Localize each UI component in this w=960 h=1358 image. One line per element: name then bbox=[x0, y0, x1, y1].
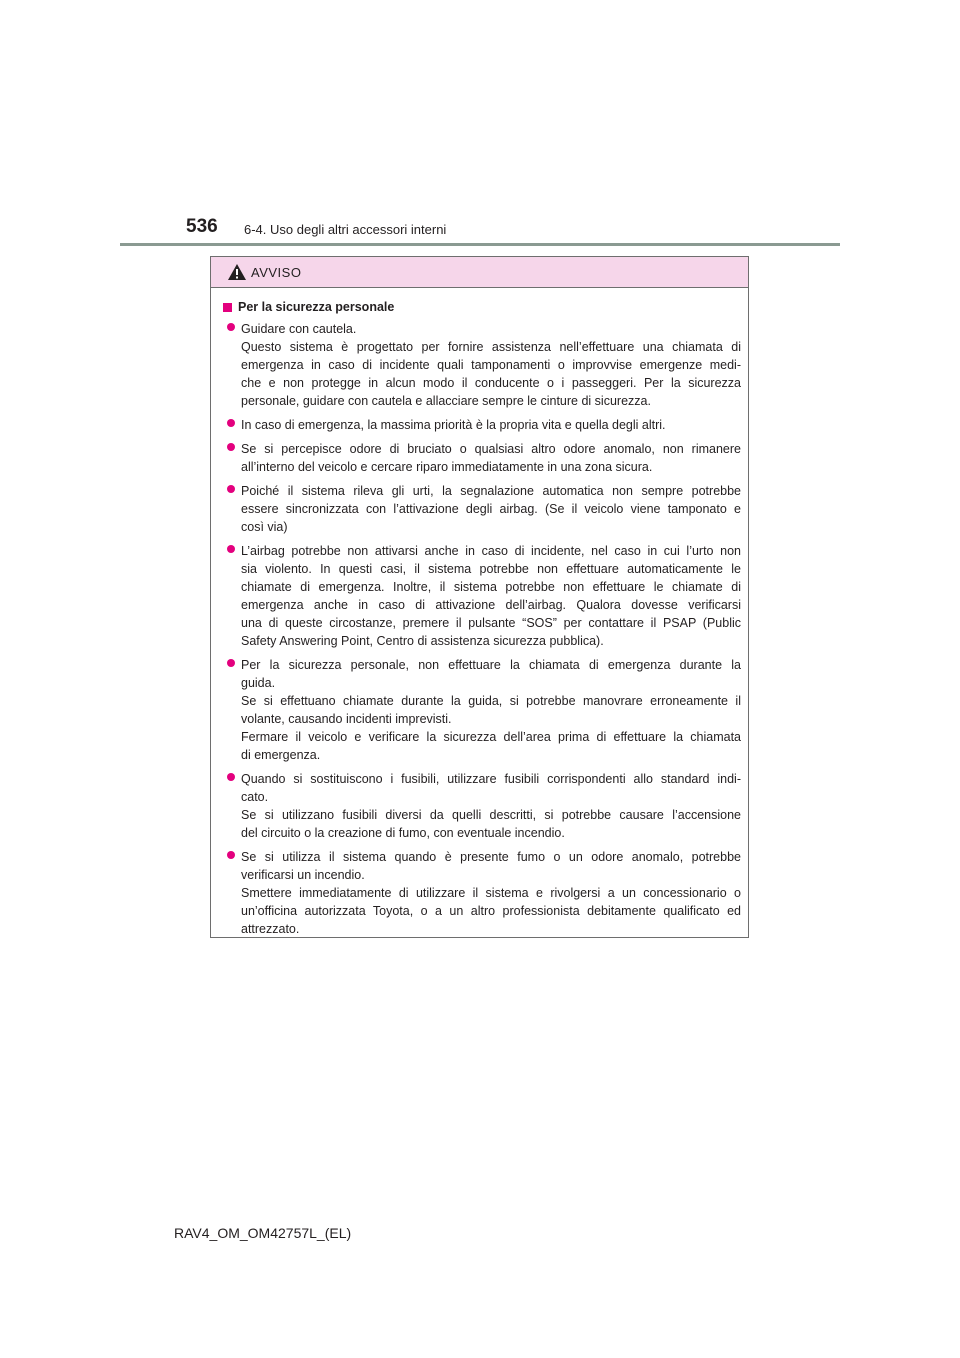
warning-item bbox=[223, 848, 741, 938]
warning-box bbox=[210, 256, 749, 938]
warning-item-text bbox=[241, 482, 741, 536]
warning-item-text bbox=[241, 848, 741, 938]
warning-item-text bbox=[241, 440, 741, 476]
bullet-dot-icon bbox=[227, 851, 235, 859]
square-bullet-icon bbox=[223, 303, 232, 312]
section-title: 6-4. Uso degli altri accessori interni bbox=[244, 222, 447, 237]
text-line: essere sincronizzata con l’attivazione degli airbag. (Se il veicolo viene tamponato e bbox=[241, 502, 741, 516]
text-line: Se si utilizza il sistema quando è presente fumo o un odore anomalo, potrebbe bbox=[241, 850, 741, 864]
text-line: di emergenza. bbox=[241, 748, 321, 762]
text-line: Fermare il veicolo e verificare la sicurezza dell’area prima di effettuare la chiamata bbox=[241, 730, 741, 744]
bullet-dot-icon bbox=[227, 443, 235, 451]
warning-item-text bbox=[241, 770, 741, 842]
warning-item bbox=[223, 482, 741, 536]
warning-item-text bbox=[241, 656, 741, 764]
document-code: RAV4_OM_OM42757L_(EL) bbox=[174, 1225, 352, 1241]
text-line: Poiché il sistema rileva gli urti, la segnalazione automatica non sempre potrebbe bbox=[241, 484, 741, 498]
text-line: cato. bbox=[241, 790, 269, 804]
warning-item bbox=[223, 542, 741, 650]
text-line: Questo sistema è progettato per fornire assistenza nell’effettuare una chiamata di bbox=[241, 340, 741, 354]
warning-item-text bbox=[241, 416, 741, 434]
warning-item bbox=[223, 656, 741, 764]
warning-body bbox=[211, 288, 748, 938]
text-line: così via) bbox=[241, 520, 288, 534]
text-line: un’officina autorizzata Toyota, o a un altro professionista debitamente qualificato ed bbox=[241, 904, 741, 918]
text-line: chiamate di emergenza. Inoltre, il sistema potrebbe non effettuare le chiamate di bbox=[241, 580, 741, 594]
text-line: volante, causando incidenti imprevisti. bbox=[241, 712, 452, 726]
bullet-dot-icon bbox=[227, 773, 235, 781]
text-line: emergenza in caso di incidente quali tamponamenti o improvvise emergenze medi- bbox=[241, 358, 741, 372]
subheading-text: Per la sicurezza personale bbox=[238, 300, 395, 314]
bullet-dot-icon bbox=[227, 545, 235, 553]
warning-title: AVVISO bbox=[251, 264, 302, 280]
warning-item bbox=[223, 416, 741, 434]
text-line: Quando si sostituiscono i fusibili, utilizzare fusibili corrispondenti allo standard indi- bbox=[241, 772, 741, 786]
text-line: personale, guidare con cautela e allacciare sempre le cinture di sicurezza. bbox=[241, 394, 651, 408]
warning-triangle-icon bbox=[227, 263, 247, 281]
warning-header bbox=[211, 257, 748, 288]
text-line: una di queste circostanze, premere il pulsante “SOS” per contattare il PSAP (Public bbox=[241, 616, 741, 630]
bullet-dot-icon bbox=[227, 323, 235, 331]
text-line: Se si effettuano chiamate durante la guida, si potrebbe manovrare erroneamente il bbox=[241, 694, 741, 708]
warning-item-text bbox=[241, 320, 741, 410]
text-line: Guidare con cautela. bbox=[241, 322, 357, 336]
warning-item-text bbox=[241, 542, 741, 650]
bullet-dot-icon bbox=[227, 659, 235, 667]
page-number: 536 bbox=[186, 216, 218, 237]
text-line: verificarsi un incendio. bbox=[241, 868, 365, 882]
header-divider bbox=[120, 243, 840, 246]
warning-item bbox=[223, 440, 741, 476]
warning-item bbox=[223, 770, 741, 842]
warning-subheading bbox=[223, 300, 741, 314]
text-line: del circuito o la creazione di fumo, con eventuale incendio. bbox=[241, 826, 565, 840]
bullet-dot-icon bbox=[227, 419, 235, 427]
bullet-dot-icon bbox=[227, 485, 235, 493]
text-line: sia violento. In questi casi, il sistema potrebbe non effettuare automaticamente le bbox=[241, 562, 741, 576]
text-line: Se si utilizzano fusibili diversi da quelli descritti, si potrebbe causare l’accensione bbox=[241, 808, 741, 822]
text-line: emergenza anche in caso di attivazione dell’airbag. Qualora dovesse verificarsi bbox=[241, 598, 741, 612]
text-line: In caso di emergenza, la massima priorità è la propria vita e quella degli altri. bbox=[241, 418, 666, 432]
text-line: Se si percepisce odore di bruciato o qualsiasi altro odore anomalo, non rimanere bbox=[241, 442, 741, 456]
text-line: Per la sicurezza personale, non effettuare la chiamata di emergenza durante la bbox=[241, 658, 741, 672]
text-line: guida. bbox=[241, 676, 276, 690]
text-line: Smettere immediatamente di utilizzare il sistema e rivolgersi a un concessionario o bbox=[241, 886, 741, 900]
warning-item bbox=[223, 320, 741, 410]
text-line: attrezzato. bbox=[241, 922, 300, 936]
text-line: all’interno del veicolo e cercare riparo immediatamente in una zona sicura. bbox=[241, 460, 653, 474]
text-line: L’airbag potrebbe non attivarsi anche in caso di incidente, nel caso in cui l’urto non bbox=[241, 544, 741, 558]
text-line: che e non protegge in alcun modo il conducente o i passeggeri. Per la sicurezza bbox=[241, 376, 741, 390]
text-line: Safety Answering Point, Centro di assistenza sicurezza pubblica). bbox=[241, 634, 604, 648]
warning-items bbox=[223, 320, 741, 938]
